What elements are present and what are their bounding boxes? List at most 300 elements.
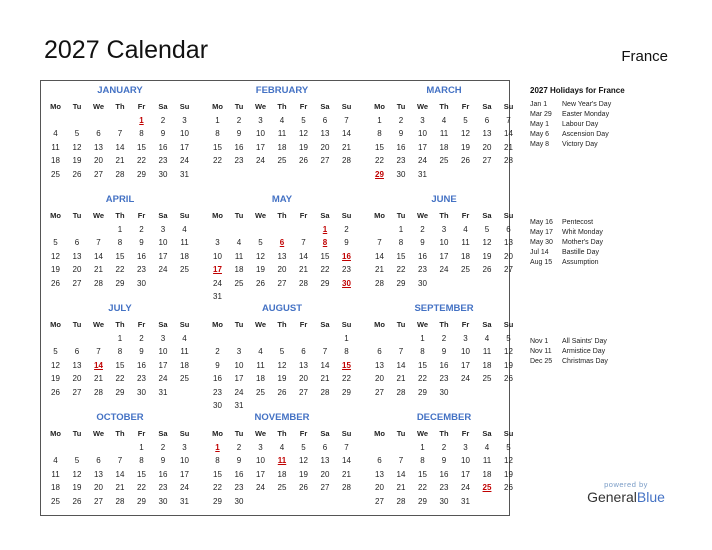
day-cell: 17 — [158, 360, 168, 370]
day-cell: 23 — [418, 265, 427, 274]
holiday-date: Mar 29 — [530, 111, 552, 118]
empty-cell — [369, 332, 390, 346]
weekday-header: Th — [277, 429, 287, 438]
page-title: 2027 Calendar — [44, 36, 209, 64]
day-cell: 21 — [299, 265, 308, 274]
day-cell: 5 — [258, 238, 263, 247]
day-cell: 10 — [461, 456, 470, 465]
day-cell: 12 — [72, 142, 82, 152]
day-cell: 2 — [236, 442, 242, 452]
day-cell: 20 — [375, 483, 384, 492]
weekday-header: Th — [439, 211, 449, 220]
day-cell: 10 — [158, 347, 168, 356]
month-grid — [45, 209, 195, 290]
day-cell: 19 — [461, 142, 470, 152]
day-cell: 16 — [137, 251, 146, 261]
weekday-header: Fr — [299, 211, 308, 220]
holiday-item — [530, 238, 700, 248]
day-cell: 7 — [117, 456, 123, 465]
day-cell: 4 — [53, 456, 58, 465]
holiday-name: Easter Monday — [562, 111, 610, 118]
weekday-header: Sa — [320, 102, 330, 111]
day-cell: 29 — [418, 496, 427, 506]
day-cell: 29 — [320, 278, 330, 288]
holiday-day: 1 — [139, 115, 144, 125]
day-cell: 19 — [504, 469, 513, 479]
day-cell: 30 — [137, 387, 146, 397]
holiday-date: Jan 1 — [530, 101, 548, 108]
day-cell: 21 — [375, 265, 384, 274]
day-cell: 14 — [115, 469, 125, 479]
day-cell: 1 — [377, 115, 382, 125]
day-cell: 21 — [94, 374, 103, 383]
empty-cell — [207, 332, 228, 346]
month-grid — [45, 100, 195, 181]
day-cell: 27 — [72, 387, 82, 397]
day-cell: 25 — [461, 265, 470, 274]
holiday-date: Nov 11 — [530, 348, 552, 355]
powered-by-text: powered by — [604, 480, 648, 489]
holiday-name: New Year's Day — [562, 101, 612, 108]
day-cell: 9 — [441, 347, 447, 356]
day-cell: 23 — [439, 483, 449, 492]
holiday-item — [530, 258, 700, 268]
day-cell: 26 — [482, 265, 492, 274]
empty-cell — [88, 441, 109, 455]
day-cell: 22 — [213, 483, 222, 492]
day-cell: 21 — [396, 483, 406, 492]
empty-cell — [207, 223, 228, 237]
weekday-header: Tu — [234, 429, 244, 438]
holiday-day: 17 — [213, 265, 222, 274]
empty-cell — [369, 223, 390, 237]
day-cell: 9 — [441, 456, 447, 465]
holiday-name: Victory Day — [562, 141, 598, 148]
day-cell: 19 — [482, 251, 492, 261]
day-cell: 2 — [160, 115, 166, 125]
day-cell: 16 — [439, 360, 449, 370]
weekday-header: Fr — [137, 211, 146, 220]
empty-cell — [229, 332, 250, 346]
weekday-header: Th — [115, 429, 125, 438]
day-cell: 18 — [180, 360, 189, 370]
weekday-header: Su — [341, 211, 352, 220]
day-cell: 11 — [439, 129, 449, 138]
day-cell: 28 — [320, 387, 330, 397]
day-cell: 3 — [236, 347, 242, 356]
weekday-header: Th — [439, 320, 449, 329]
empty-cell — [293, 223, 314, 237]
brand-logo — [584, 489, 668, 505]
weekday-header: Fr — [299, 320, 308, 329]
day-cell: 15 — [213, 142, 222, 152]
day-cell: 13 — [482, 129, 492, 138]
day-cell: 16 — [158, 469, 168, 479]
day-cell: 6 — [377, 347, 382, 356]
day-cell: 20 — [320, 469, 330, 479]
day-cell: 10 — [213, 251, 222, 261]
empty-cell — [391, 441, 412, 455]
day-cell: 18 — [180, 251, 189, 261]
day-cell: 26 — [299, 483, 308, 492]
weekday-header: Tu — [72, 211, 82, 220]
empty-cell — [88, 114, 109, 128]
day-cell: 14 — [320, 360, 330, 370]
weekday-header: Tu — [72, 102, 82, 111]
day-cell: 3 — [463, 442, 468, 452]
day-cell: 4 — [463, 224, 468, 234]
day-cell: 9 — [236, 129, 242, 138]
month-grid — [45, 427, 195, 508]
day-cell: 16 — [234, 142, 244, 152]
day-cell: 12 — [461, 129, 470, 138]
day-cell: 28 — [115, 496, 125, 506]
holiday-day: 25 — [482, 483, 492, 492]
day-cell: 17 — [158, 251, 168, 261]
weekday-header: We — [254, 211, 267, 220]
month-grid — [369, 318, 519, 399]
weekday-header: We — [92, 320, 105, 329]
day-cell: 19 — [299, 469, 308, 479]
day-cell: 6 — [96, 456, 101, 465]
day-cell: 12 — [277, 360, 287, 370]
holiday-day: 11 — [277, 456, 287, 465]
weekday-header: We — [92, 102, 105, 111]
weekday-header: Tu — [234, 102, 244, 111]
day-cell: 7 — [344, 442, 349, 452]
day-cell: 5 — [53, 238, 58, 247]
day-cell: 12 — [51, 251, 60, 261]
day-cell: 19 — [51, 265, 60, 274]
empty-cell — [45, 441, 66, 455]
holiday-day: 16 — [342, 251, 351, 261]
day-cell: 25 — [51, 496, 60, 506]
weekday-header: Mo — [50, 320, 61, 329]
day-cell: 11 — [482, 347, 492, 356]
empty-cell — [272, 332, 293, 346]
day-cell: 24 — [461, 374, 470, 383]
weekday-header: Fr — [137, 320, 146, 329]
weekday-header: Mo — [374, 211, 385, 220]
day-cell: 19 — [504, 360, 513, 370]
day-cell: 19 — [299, 142, 308, 152]
day-cell: 22 — [418, 483, 427, 492]
day-cell: 26 — [72, 496, 82, 506]
day-cell: 5 — [506, 442, 511, 452]
day-cell: 25 — [180, 265, 189, 274]
day-cell: 29 — [418, 387, 427, 397]
day-cell: 20 — [94, 483, 103, 492]
day-cell: 1 — [117, 224, 123, 234]
weekday-header: Mo — [374, 429, 385, 438]
empty-cell — [110, 441, 131, 455]
day-cell: 4 — [53, 129, 58, 138]
day-cell: 30 — [234, 496, 244, 506]
day-cell: 19 — [256, 265, 265, 274]
empty-cell — [45, 114, 66, 128]
day-cell: 2 — [441, 442, 447, 452]
day-cell: 15 — [418, 469, 427, 479]
day-cell: 4 — [484, 333, 490, 343]
weekday-header: Sa — [158, 102, 168, 111]
month-name: MARCH — [426, 85, 462, 96]
day-cell: 10 — [256, 129, 265, 138]
day-cell: 23 — [213, 387, 222, 397]
holiday-item — [530, 120, 700, 130]
weekday-header: Tu — [396, 320, 406, 329]
day-cell: 3 — [258, 115, 263, 125]
day-cell: 25 — [439, 156, 449, 165]
day-cell: 4 — [182, 333, 187, 343]
day-cell: 6 — [377, 456, 382, 465]
day-cell: 3 — [215, 238, 220, 247]
day-cell: 1 — [420, 442, 425, 452]
day-cell: 8 — [139, 456, 144, 465]
holiday-date: May 30 — [530, 239, 553, 246]
day-cell: 18 — [51, 483, 60, 492]
day-cell: 4 — [182, 224, 187, 234]
day-cell: 29 — [342, 387, 351, 397]
day-cell: 12 — [72, 469, 82, 479]
day-cell: 2 — [398, 115, 404, 125]
day-cell: 19 — [51, 374, 60, 383]
day-cell: 11 — [180, 238, 189, 247]
day-cell: 17 — [180, 469, 189, 479]
holiday-group — [530, 218, 700, 268]
empty-cell — [293, 332, 314, 346]
day-cell: 11 — [180, 347, 189, 356]
day-cell: 20 — [504, 251, 513, 261]
day-cell: 7 — [398, 347, 404, 356]
day-cell: 20 — [482, 142, 492, 152]
weekday-header: Mo — [50, 429, 61, 438]
day-cell: 18 — [51, 156, 60, 165]
day-cell: 2 — [139, 224, 144, 234]
weekday-header: Mo — [212, 320, 223, 329]
day-cell: 1 — [215, 115, 220, 125]
day-cell: 3 — [463, 333, 468, 343]
day-cell: 27 — [72, 278, 82, 288]
weekday-header: Su — [503, 429, 514, 438]
day-cell: 15 — [137, 469, 146, 479]
day-cell: 26 — [504, 483, 513, 492]
day-cell: 25 — [277, 483, 287, 492]
weekday-header: Th — [115, 211, 125, 220]
day-cell: 25 — [277, 156, 287, 165]
day-cell: 24 — [158, 265, 168, 274]
day-cell: 23 — [439, 374, 449, 383]
day-cell: 22 — [115, 265, 125, 274]
weekday-header: Fr — [461, 320, 470, 329]
day-cell: 31 — [158, 387, 168, 397]
holiday-name: Mother's Day — [562, 239, 604, 246]
day-cell: 8 — [398, 238, 404, 247]
month-name: JULY — [108, 303, 132, 314]
day-cell: 12 — [256, 251, 265, 261]
holiday-item — [530, 130, 700, 140]
month-name: NOVEMBER — [254, 412, 310, 423]
month-grid — [369, 100, 519, 181]
day-cell: 5 — [463, 115, 468, 125]
weekday-header: Th — [439, 102, 449, 111]
empty-cell — [67, 441, 88, 455]
weekday-header: Mo — [374, 320, 385, 329]
day-cell: 7 — [301, 238, 306, 247]
day-cell: 5 — [301, 442, 306, 452]
day-cell: 12 — [504, 347, 513, 356]
day-cell: 1 — [398, 224, 404, 234]
day-cell: 30 — [439, 496, 449, 506]
day-cell: 20 — [94, 156, 103, 165]
day-cell: 31 — [418, 169, 427, 179]
day-cell: 15 — [137, 142, 146, 152]
weekday-header: Tu — [72, 429, 82, 438]
empty-cell — [67, 114, 88, 128]
day-cell: 28 — [504, 156, 513, 165]
weekday-header: We — [416, 102, 429, 111]
day-cell: 20 — [72, 265, 82, 274]
weekday-header: Mo — [374, 102, 385, 111]
day-cell: 23 — [158, 156, 168, 165]
day-cell: 10 — [180, 129, 189, 138]
day-cell: 29 — [115, 387, 125, 397]
day-cell: 4 — [441, 115, 447, 125]
weekday-header: Tu — [396, 211, 406, 220]
holiday-date: Jul 14 — [530, 249, 549, 256]
day-cell: 1 — [344, 333, 349, 343]
weekday-header: Tu — [234, 320, 244, 329]
day-cell: 26 — [51, 387, 60, 397]
day-cell: 17 — [234, 374, 244, 383]
day-cell: 4 — [258, 347, 263, 356]
day-cell: 13 — [72, 360, 82, 370]
month-grid — [207, 318, 357, 413]
day-cell: 4 — [484, 442, 490, 452]
month-grid — [369, 427, 519, 508]
day-cell: 18 — [439, 142, 449, 152]
day-cell: 13 — [375, 360, 384, 370]
day-cell: 31 — [180, 496, 189, 506]
day-cell: 7 — [506, 115, 511, 125]
day-cell: 7 — [344, 115, 349, 125]
holiday-date: Aug 15 — [530, 259, 553, 266]
weekday-header: Su — [179, 429, 190, 438]
day-cell: 5 — [279, 347, 285, 356]
day-cell: 2 — [236, 115, 242, 125]
day-cell: 9 — [344, 238, 349, 247]
day-cell: 30 — [158, 496, 168, 506]
empty-cell — [45, 332, 66, 346]
day-cell: 23 — [137, 265, 146, 274]
day-cell: 8 — [377, 129, 382, 138]
day-cell: 22 — [137, 483, 146, 492]
day-cell: 10 — [461, 347, 470, 356]
holiday-item — [530, 337, 700, 347]
day-cell: 2 — [441, 333, 447, 343]
day-cell: 2 — [160, 442, 166, 452]
day-cell: 13 — [299, 360, 308, 370]
holiday-date: Dec 25 — [530, 358, 553, 365]
day-cell: 15 — [320, 251, 330, 261]
day-cell: 14 — [115, 142, 125, 152]
day-cell: 14 — [396, 360, 406, 370]
empty-cell — [45, 223, 66, 237]
day-cell: 16 — [213, 374, 222, 383]
day-cell: 4 — [236, 238, 242, 247]
day-cell: 24 — [180, 483, 189, 492]
holiday-day: 1 — [322, 224, 328, 234]
day-cell: 10 — [180, 456, 189, 465]
day-cell: 26 — [277, 387, 287, 397]
weekday-header: Sa — [158, 320, 168, 329]
day-cell: 28 — [396, 496, 406, 506]
day-cell: 26 — [72, 169, 82, 179]
weekday-header: Su — [179, 102, 190, 111]
day-cell: 29 — [213, 496, 222, 506]
day-cell: 25 — [234, 278, 244, 288]
day-cell: 14 — [94, 251, 103, 261]
holiday-day: 8 — [322, 238, 328, 247]
day-cell: 20 — [277, 265, 287, 274]
weekday-header: Mo — [50, 102, 61, 111]
holiday-date: Nov 1 — [530, 338, 549, 345]
day-cell: 19 — [72, 483, 82, 492]
day-cell: 14 — [396, 469, 406, 479]
day-cell: 21 — [342, 469, 351, 479]
day-cell: 30 — [439, 387, 449, 397]
holiday-name: Assumption — [562, 259, 599, 266]
day-cell: 3 — [160, 224, 166, 234]
weekday-header: Su — [503, 211, 514, 220]
day-cell: 16 — [396, 142, 406, 152]
day-cell: 9 — [139, 347, 144, 356]
day-cell: 28 — [115, 169, 125, 179]
day-cell: 11 — [256, 360, 265, 370]
day-cell: 27 — [94, 169, 103, 179]
day-cell: 27 — [375, 387, 384, 397]
day-cell: 5 — [74, 129, 80, 138]
day-cell: 11 — [234, 251, 244, 261]
holiday-item — [530, 347, 700, 357]
day-cell: 17 — [461, 360, 470, 370]
weekday-header: Su — [341, 429, 352, 438]
day-cell: 3 — [420, 115, 425, 125]
day-cell: 5 — [506, 333, 511, 343]
day-cell: 5 — [484, 224, 490, 234]
day-cell: 20 — [72, 374, 82, 383]
day-cell: 24 — [439, 265, 449, 274]
weekday-header: Th — [277, 211, 287, 220]
month-name: OCTOBER — [96, 412, 144, 423]
day-cell: 22 — [137, 156, 146, 165]
day-cell: 15 — [418, 360, 427, 370]
day-cell: 19 — [72, 156, 82, 165]
weekday-header: Su — [341, 102, 352, 111]
weekday-header: Th — [277, 320, 287, 329]
day-cell: 2 — [420, 224, 425, 234]
day-cell: 28 — [94, 387, 103, 397]
weekday-header: Tu — [72, 320, 82, 329]
day-cell: 30 — [213, 401, 222, 410]
holiday-group — [530, 337, 700, 367]
country-label: France — [621, 48, 668, 65]
weekday-header: We — [416, 211, 429, 220]
day-cell: 3 — [441, 224, 447, 234]
weekday-header: Fr — [137, 102, 146, 111]
holiday-name: Pentecost — [562, 219, 594, 226]
holiday-item — [530, 140, 700, 150]
day-cell: 29 — [137, 496, 146, 506]
